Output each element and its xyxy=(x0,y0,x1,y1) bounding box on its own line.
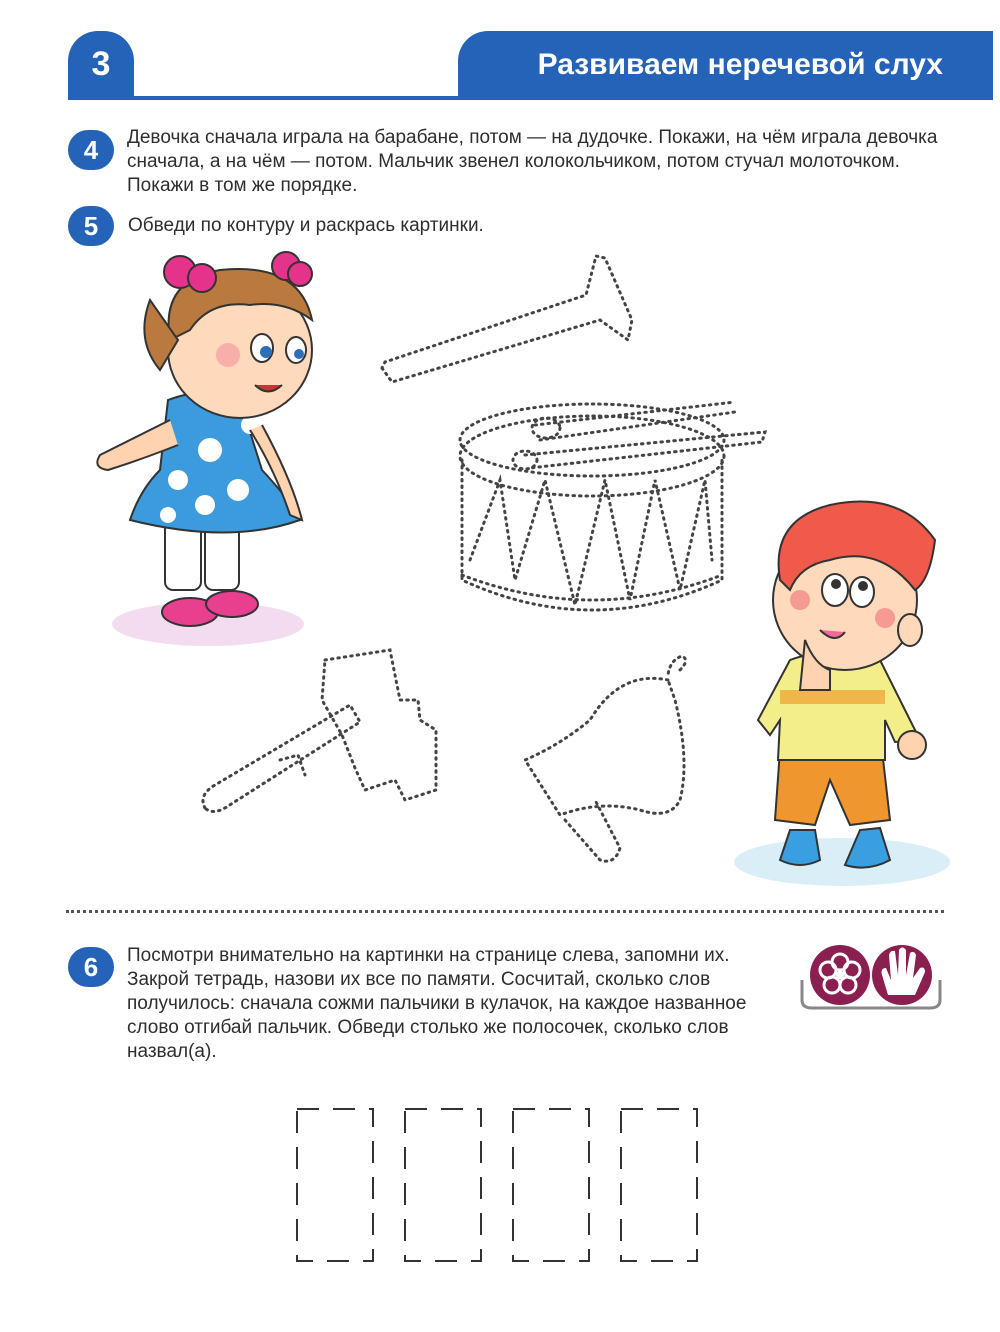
tracing-stripe-1 xyxy=(297,1109,373,1261)
task-5-text: Обведи по контуру и раскрась картинки. xyxy=(128,215,484,236)
task-6-icons xyxy=(802,945,940,1008)
page-title: Развиваем неречевой слух xyxy=(458,31,993,98)
task-4-text: Девочка сначала играла на барабане, потом — на дудочке. Покажи, на чём играла девочка сначала, а на чём — потом. Мальчик звенел колокольчиком, потом стучал молоточком. Покажи в том же порядке. xyxy=(127,127,938,196)
task-4-number: 4 xyxy=(68,130,114,170)
trumpet-outline xyxy=(382,256,632,382)
task-5-number: 5 xyxy=(68,206,114,246)
drum-outline xyxy=(460,402,765,610)
section-divider xyxy=(66,910,944,913)
page-number: 3 xyxy=(68,31,134,98)
bell-outline xyxy=(525,656,686,861)
tracing-stripe-2 xyxy=(405,1109,481,1261)
tracing-stripe-4 xyxy=(621,1109,697,1261)
task-6-text: Посмотри внимательно на картинки на странице слева, запомни их. Закрой тетрадь, назови их все по памяти. Сосчитай, сколько слов получилось: сначала сожми пальчики в кулачок, на каждое названное слово отгибай пальчик. Обведи столько же полосочек, сколько слов назвал(а). xyxy=(127,945,747,1062)
task-6-number: 6 xyxy=(68,947,114,987)
tracing-stripes xyxy=(297,1109,697,1261)
flower-icon xyxy=(810,945,870,1005)
hand-icon xyxy=(872,945,932,1005)
boy-illustration xyxy=(734,502,950,886)
hammer-outline xyxy=(203,650,436,812)
tracing-stripe-3 xyxy=(513,1109,589,1261)
girl-illustration xyxy=(97,252,312,646)
